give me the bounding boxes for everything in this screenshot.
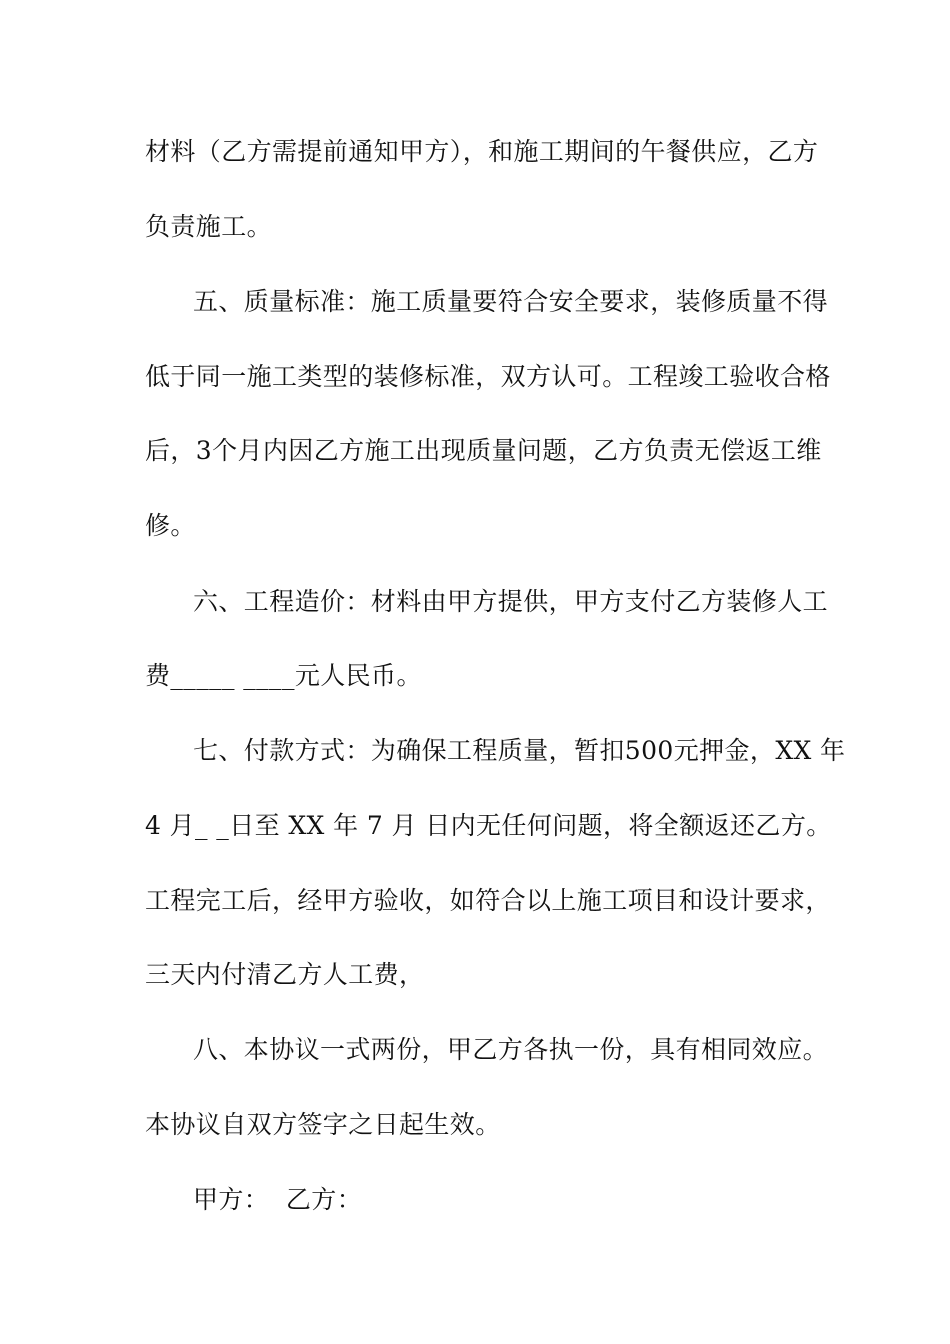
signature-line: 甲方： 乙方： xyxy=(193,1185,363,1214)
text-line-1: 材料（乙方需提前通知甲方），和施工期间的午餐供应，乙方 xyxy=(145,137,819,166)
text-line-14: 本协议自双方签字之日起生效。 xyxy=(145,1110,501,1139)
text-line-8: 费_____ ____元人民币。 xyxy=(145,661,422,690)
text-line-10: 4 月_ _日至 XX 年 7 月 日内无任何问题，将全额返还乙方。 xyxy=(145,811,832,840)
text-line-4: 低于同一施工类型的装修标准，双方认可。工程竣工验收合格 xyxy=(145,362,831,391)
text-line-6: 修。 xyxy=(145,511,196,540)
section-6-heading-line: 六、工程造价：材料由甲方提供，甲方支付乙方装修人工 xyxy=(193,587,829,616)
section-7-heading-line: 七、付款方式：为确保工程质量，暂扣500元押金，XX 年 xyxy=(193,736,846,765)
text-line-12: 三天内付清乙方人工费， xyxy=(145,960,425,989)
text-line-5: 后，3个月内因乙方施工出现质量问题，乙方负责无偿返工维 xyxy=(145,436,822,465)
section-5-heading-line: 五、质量标准：施工质量要符合安全要求，装修质量不得 xyxy=(193,287,829,316)
section-8-heading-line: 八、本协议一式两份，甲乙方各执一份，具有相同效应。 xyxy=(193,1035,829,1064)
text-line-11: 工程完工后，经甲方验收，如符合以上施工项目和设计要求， xyxy=(145,886,831,915)
text-line-2: 负责施工。 xyxy=(145,212,273,241)
